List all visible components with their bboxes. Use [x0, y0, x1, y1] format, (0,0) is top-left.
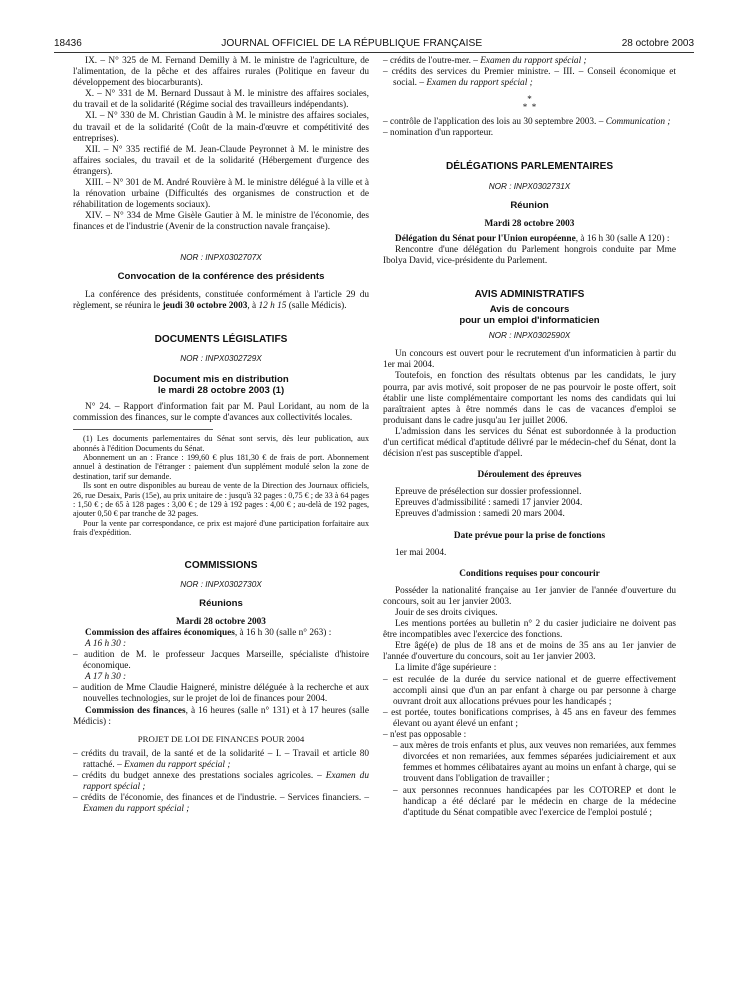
agenda-item: – crédits de l'outre-mer. – Examen du rapport spécial ;	[383, 56, 587, 66]
question-item: X. – N° 331 de M. Bernard Dussaut à M. le ministre des affaires sociales, du travail et de la solidarité (Régime social des travailleurs indépendants).	[73, 89, 369, 111]
agenda-item: – crédits des services du Premier ministre. – III. – Conseil économique et social. – Examen du rapport spécial ;	[383, 67, 676, 89]
nor-reference: NOR : INPX0302707X	[180, 252, 262, 262]
question-item: XIII. – N° 301 de M. André Rouvière à M. le ministre délégué à la ville et à la rénovation urbaine (Difficultés des organismes de construction et de réhabilitation de logements sociaux).	[73, 178, 369, 211]
commission-eco: Commission des affaires économiques, à 16 h 30 (salle n° 263) :	[85, 627, 332, 638]
delegation-desc: Rencontre d'une délégation du Parlement hongrois conduite par Mme Ibolya David, vice-présidente du Parlement.	[383, 244, 676, 266]
asterism: * * *	[522, 94, 537, 113]
agenda-item: – crédits de l'économie, des finances et de l'industrie. – Services financiers. – Examen du rapport spécial ;	[73, 793, 369, 815]
opposable-item: – aux personnes reconnues handicapées par les COTOREP et dont le handicap a été déclaré par le médecin en charge de la médecine d'aptitude du Sénat compatible avec l'exercice de l'emploi postulé ;	[393, 785, 676, 818]
agenda-item: – contrôle de l'application des lois au 30 septembre 2003. – Communication ;	[383, 117, 671, 128]
epreuve-item: Epreuves d'admission : samedi 20 mars 2004.	[395, 509, 565, 520]
epreuve-item: Epreuve de présélection sur dossier professionnel.	[395, 487, 582, 498]
left-column	[73, 56, 369, 815]
question-item: IX. – N° 325 de M. Fernand Demilly à M. le ministre de l'agriculture, de l'alimentation, de la pêche et des affaires rurales (Politique en faveur du développement des biocarburants).	[73, 56, 369, 89]
convocation-text: La conférence des présidents, constituée conformément à l'article 29 du règlement, se réunira le jeudi 30 octobre 2003, à 12 h 15 (salle Médicis).	[73, 289, 369, 311]
nor-reference: NOR : INPX0302731X	[488, 181, 571, 191]
footnote: Abonnement un an : France : 199,60 € plus 181,30 € de frais de port. Abonnement annuel à destination de l'étranger : paiement d'un supplément modulé selon la zone de destination, tarif sur demande.	[73, 452, 369, 481]
question-item: XI. – N° 330 de M. Christian Gaudin à M. le ministre des affaires sociales, du travail et de la solidarité (Coût de la main-d'œuvre et compétitivité des entreprises).	[73, 111, 369, 144]
plf-title: PROJET DE LOI DE FINANCES POUR 2004	[137, 733, 305, 744]
delegation-entry: Délégation du Sénat pour l'Union européenne, à 16 h 30 (salle A 120) :	[395, 233, 670, 244]
limite-title: La limite d'âge supérieure :	[395, 663, 497, 674]
time-slot: A 16 h 30 :	[85, 639, 127, 649]
nor-reference: NOR : INPX0302590X	[488, 331, 571, 341]
concours-paragraph: Un concours est ouvert pour le recrutement d'un informaticien à partir du 1er mai 2004.	[383, 349, 676, 371]
limite-item: – n'est pas opposable :	[383, 730, 467, 741]
epreuve-item: Epreuves d'admissibilité : samedi 17 janvier 2004.	[395, 498, 583, 509]
deroulement-title: Déroulement des épreuves	[477, 470, 582, 481]
footnote-rule	[73, 429, 213, 430]
concours-paragraph: L'admission dans les services du Sénat est subordonnée à la production d'un certificat médical d'aptitude délivré par le médecin-chef du Sénat, dont la décision n'est pas susceptible d'appel.	[383, 426, 676, 460]
condition-item: Posséder la nationalité française au 1er janvier de l'année d'ouverture du concours, soit au 1er janvier 2003.	[383, 585, 676, 607]
meeting-date: Mardi 28 octobre 2003	[176, 616, 266, 627]
agenda-item: – nomination d'un rapporteur.	[383, 128, 494, 139]
document-entry: N° 24. – Rapport d'information fait par M. Paul Loridant, au nom de la commission des finances, sur le compte d'avances aux collectivités locales.	[73, 401, 369, 424]
time-slot: A 17 h 30 :	[85, 672, 127, 683]
date-prevue: 1er mai 2004.	[395, 547, 447, 558]
agenda-item: – audition de M. le professeur Jacques Marseille, spécialiste d'histoire économique.	[73, 650, 369, 672]
date-prevue-title: Date prévue pour la prise de fonctions	[453, 530, 606, 541]
commission-finances: Commission des finances, à 16 heures (salle n° 131) et à 17 heures (salle Médicis) :	[73, 705, 369, 727]
condition-item: Etre âgé(e) de plus de 18 ans et de moins de 35 ans au 1er janvier de l'année d'ouverture du concours, soit au 1er janvier 2003.	[383, 641, 676, 663]
section-title-avis: AVIS ADMINISTRATIFS	[474, 289, 585, 301]
reunion-title: Réunion	[510, 199, 549, 211]
footnote: Ils sont en outre disponibles au bureau de vente de la Direction des Journaux officiels, 26, rue Desaix, Paris (15e), au prix unitaire de : jusqu'à 32 pages : 0,75 € ; de 33 à 64 pages : 1,50 € ; de 65 à 128 pages : 3,00 € ; de 129 à 192 pages : 4,00 € ; au-delà de 192 pages, ajouter 0,50 € par tranche de 32 pages.	[73, 481, 369, 519]
page-number: 18436	[54, 38, 82, 49]
section-title-commissions: COMMISSIONS	[184, 559, 258, 571]
concours-title-line1: Avis de concours	[489, 304, 570, 316]
footnote: Pour la vente par correspondance, ce prix est majoré d'une participation forfaitaire aux frais d'expédition.	[73, 518, 369, 538]
distribution-title-line2: le mardi 28 octobre 2003 (1)	[157, 384, 285, 396]
concours-paragraph: Toutefois, en fonction des résultats obtenus par les candidats, le jury pourra, par avis motivé, soit proposer de ne pas pourvoir le poste offert, soit établir une liste complémentaire comportant les noms des candidats qui lui paraîtraient aptes à être nommés dans le cas de vacances d'emploi se produisant dans le cadre jusqu'au 1er juillet 2006.	[383, 371, 676, 426]
agenda-item: – crédits du budget annexe des prestations sociales agricoles. – Examen du rapport spécial ;	[73, 771, 369, 793]
opposable-item: – aux mères de trois enfants et plus, aux veuves non remariées, aux femmes divorcées et non remariées, aux femmes séparées judiciairement et aux femmes et hommes célibataires ayant au moins un enfant à charge, qui se trouvent dans l'obligation de travailler ;	[393, 741, 676, 785]
condition-item: Les mentions portées au bulletin n° 2 du casier judiciaire ne doivent pas être incompatibles avec l'exercice des fonctions.	[383, 619, 676, 641]
meeting-date: Mardi 28 octobre 2003	[484, 218, 575, 229]
conditions-title: Conditions requises pour concourir	[459, 568, 600, 579]
condition-item: Jouir de ses droits civiques.	[395, 608, 498, 618]
limite-item: – est reculée de la durée du service national et de guerre effectivement accompli ainsi que d'un an par enfant à charge ou par personne à charge ouvrant droit aux allocations prévues pour les handicapés ;	[383, 674, 676, 707]
reunions-title: Réunions	[199, 597, 243, 609]
concours-title-line2: pour un emploi d'informaticien	[459, 315, 600, 327]
nor-reference: NOR : INPX0302729X	[180, 353, 262, 363]
right-column	[383, 56, 676, 819]
footnote: (1) Les documents parlementaires du Sénat sont servis, dès leur publication, aux abonnés à l'édition Documents du Sénat.	[73, 434, 369, 453]
nor-reference: NOR : INPX0302730X	[180, 579, 262, 589]
journal-title: JOURNAL OFFICIEL DE LA RÉPUBLIQUE FRANÇAISE	[221, 38, 483, 49]
convocation-title: Convocation de la conférence des présidents	[117, 270, 325, 282]
question-item: XIV. – N° 334 de Mme Gisèle Gautier à M. le ministre de l'économie, des finances et de l'industrie (Avenir de la construction navale française).	[73, 211, 369, 233]
page-header	[54, 38, 694, 53]
section-title-documents: DOCUMENTS LÉGISLATIFS	[154, 333, 288, 345]
header-date: 28 octobre 2003	[621, 38, 694, 49]
question-item: XII. – N° 335 rectifié de M. Jean-Claude Peyronnet à M. le ministre des affaires sociales, du travail et de la solidarité (Hébergement d'urgence des étrangers).	[73, 144, 369, 177]
distribution-title-line1: Document mis en distribution	[153, 373, 289, 385]
section-title-delegations: DÉLÉGATIONS PARLEMENTAIRES	[445, 161, 614, 173]
agenda-item: – crédits du travail, de la santé et de la solidarité – I. – Travail et article 80 rattaché. – Examen du rapport spécial ;	[73, 748, 369, 770]
agenda-item: – audition de Mme Claudie Haigneré, ministre déléguée à la recherche et aux nouvelles technologies, sur le projet de loi de finances pour 2004.	[73, 683, 369, 705]
limite-item: – est portée, toutes bonifications comprises, à 45 ans en faveur des femmes élevant ou ayant élevé un enfant ;	[383, 707, 676, 729]
